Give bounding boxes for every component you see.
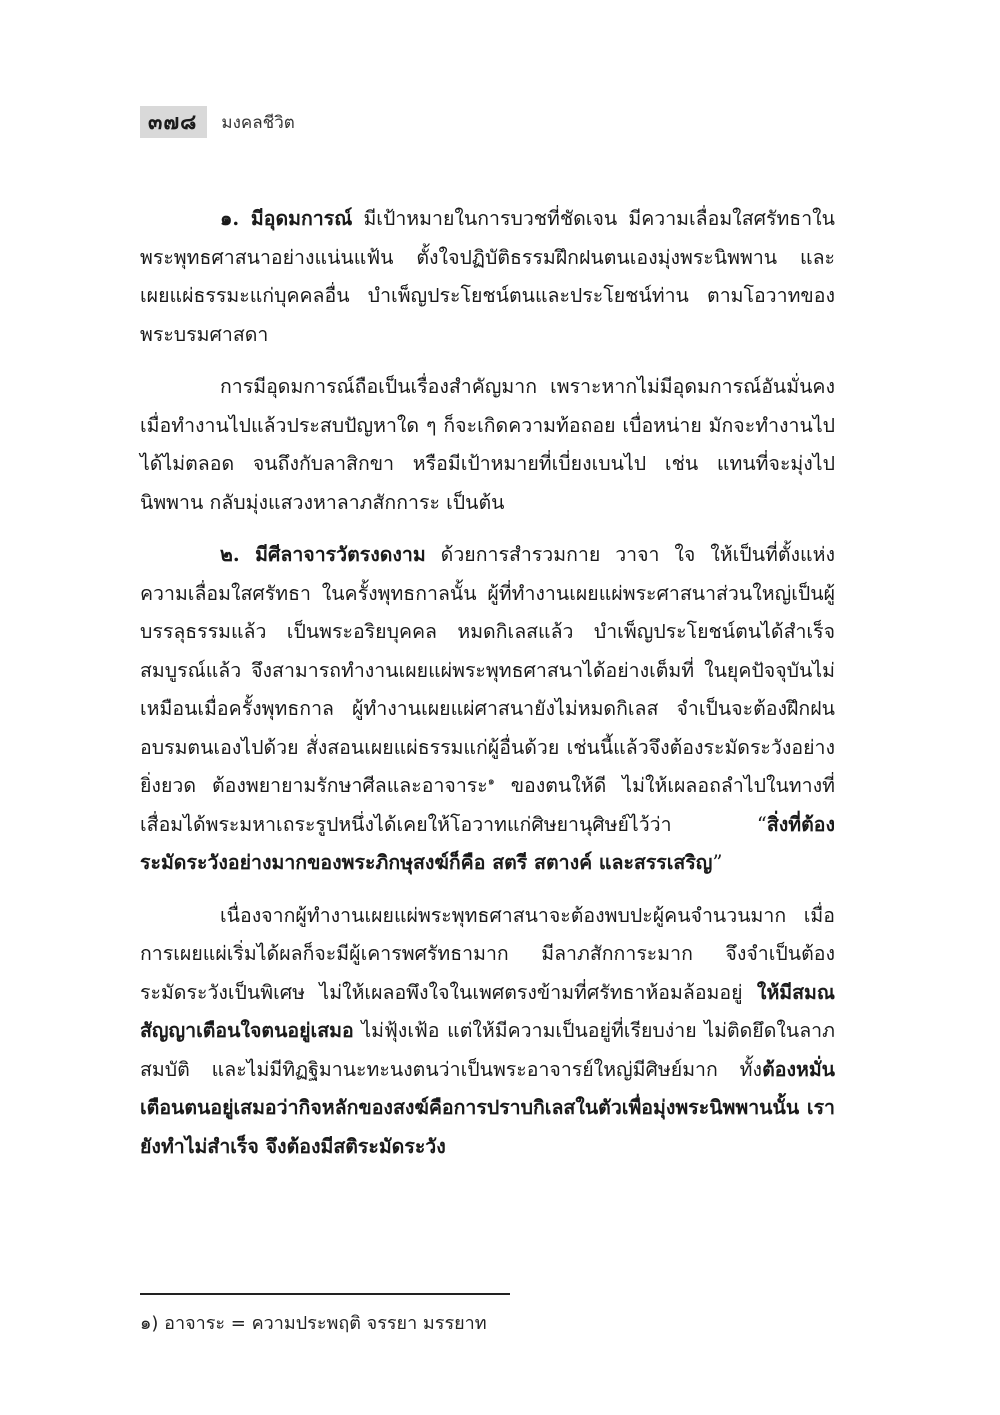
body-text	[140, 200, 835, 1180]
footnote-divider	[140, 1293, 510, 1295]
page-number: ๓๗๘	[140, 106, 207, 138]
footnote: ๑) อาจาระ = ความประพฤติ จรรยา มรรยาท	[140, 1313, 487, 1334]
paragraph-4: เนื่องจากผู้ทำงานเผยแผ่พระพุทธศาสนาจะต้องพบปะผู้คนจำนวนมาก เมื่อการเผยแผ่เริ่มได้ผลก็จะมีผู้เคารพศรัทธามาก มีลาภสักการะมาก จึงจำเป็นต้องระมัดระวังเป็นพิเศษ ไม่ให้เผลอพึงใจในเพศตรงข้ามที่ศรัทธาห้อมล้อมอยู่ ให้มีสมณสัญญาเตือนใจตนอยู่เสมอ ไม่ฟุ้งเฟ้อ แต่ให้มีความเป็นอยู่ที่เรียบง่าย ไม่ติดยึดในลาภสมบัติ และไม่มีทิฏฐิมานะทะนงตนว่าเป็นพระอาจารย์ใหญ่มีศิษย์มาก ทั้งต้องหมั่นเตือนตนอยู่เสมอว่ากิจหลักของสงฆ์คือการปราบกิเลสในตัวเพื่อมุ่งพระนิพพานนั้น เรายังทำไม่สำเร็จ จึงต้องมีสติระมัดระวัง	[140, 903, 835, 1158]
heading-ideal: ๑. มีอุดมการณ์	[220, 207, 353, 230]
book-title: มงคลชีวิต	[221, 112, 295, 133]
paragraph-2: การมีอุดมการณ์ถือเป็นเรื่องสำคัญมาก เพราะหากไม่มีอุดมการณ์อันมั่นคง เมื่อทำงานไปแล้วประสบปัญหาใด ๆ ก็จะเกิดความท้อถอย เบื่อหน่าย มักจะทำงานไปได้ไม่ตลอด จนถึงกับลาสิกขา หรือมีเป้าหมายที่เบี่ยงเบนไป เช่น แทนที่จะมุ่งไปนิพพาน กลับมุ่งแสวงหาลาภสักการะ เป็นต้น	[140, 375, 835, 514]
paragraph-3: ๒. มีศีลาจารวัตรงดงาม ด้วยการสำรวมกาย วาจา ใจ ให้เป็นที่ตั้งแห่งความเลื่อมใสศรัทธา ในครั้งพุทธกาลนั้น ผู้ที่ทำงานเผยแผ่พระศาสนาส่วนใหญ่เป็นผู้บรรลุธรรมแล้ว เป็นพระอริยบุคคล หมดกิเลสแล้ว บำเพ็ญประโยชน์ตนได้สำเร็จสมบูรณ์แล้ว จึงสามารถทำงานเผยแผ่พระพุทธศาสนาได้อย่างเต็มที่ ในยุคปัจจุบันไม่เหมือนเมื่อครั้งพุทธกาล ผู้ทำงานเผยแผ่ศาสนายังไม่หมดกิเลส จำเป็นจะต้องฝึกฝนอบรมตนเองไปด้วย สั่งสอนเผยแผ่ธรรมแก่ผู้อื่นด้วย เช่นนี้แล้วจึงต้องระมัดระวังอย่างยิ่งยวด ต้องพยายามรักษาศีลและอาจาระ$^๑$ ของตนให้ดี ไม่ให้เผลอถลำไปในทางที่เสื่อมได้พระมหาเถระรูปหนึ่งได้เคยให้โอวาทแก่ศิษยานุศิษย์ไว้ว่า “สิ่งที่ต้องระมัดระวังอย่างมากของพระภิกษุสงฆ์ก็คือ สตรี สตางค์ และสรรเสริญ”	[140, 543, 836, 874]
heading-conduct: ๒. มีศีลาจารวัตรงดงาม	[220, 543, 426, 566]
running-header	[140, 105, 295, 139]
emphasis-2: ต้องหมั่นเตือนตนอยู่เสมอว่ากิจหลักของสงฆ์คือการปราบกิเลสในตัวเพื่อมุ่งพระนิพพานนั้น เรายังทำไม่สำเร็จ จึงต้องมีสติระมัดระวัง	[140, 1057, 835, 1158]
quote-bold: สิ่งที่ต้องระมัดระวังอย่างมากของพระภิกษุสงฆ์ก็คือ สตรี สตางค์ และสรรเสริญ	[140, 812, 835, 874]
emphasis-1: ให้มีสมณสัญญาเตือนใจตนอยู่เสมอ	[140, 980, 835, 1042]
paragraph-1: ๑. มีอุดมการณ์ มีเป้าหมายในการบวชที่ชัดเจน มีความเลื่อมใสศรัทธาในพระพุทธศาสนาอย่างแน่นแฟ้น ตั้งใจปฏิบัติธรรมฝึกฝนตนเองมุ่งพระนิพพาน และเผยแผ่ธรรมะแก่บุคคลอื่น บำเพ็ญประโยชน์ตนและประโยชน์ท่าน ตามโอวาทของพระบรมศาสดา	[140, 207, 836, 346]
footnote-ref: ๑	[487, 774, 495, 788]
